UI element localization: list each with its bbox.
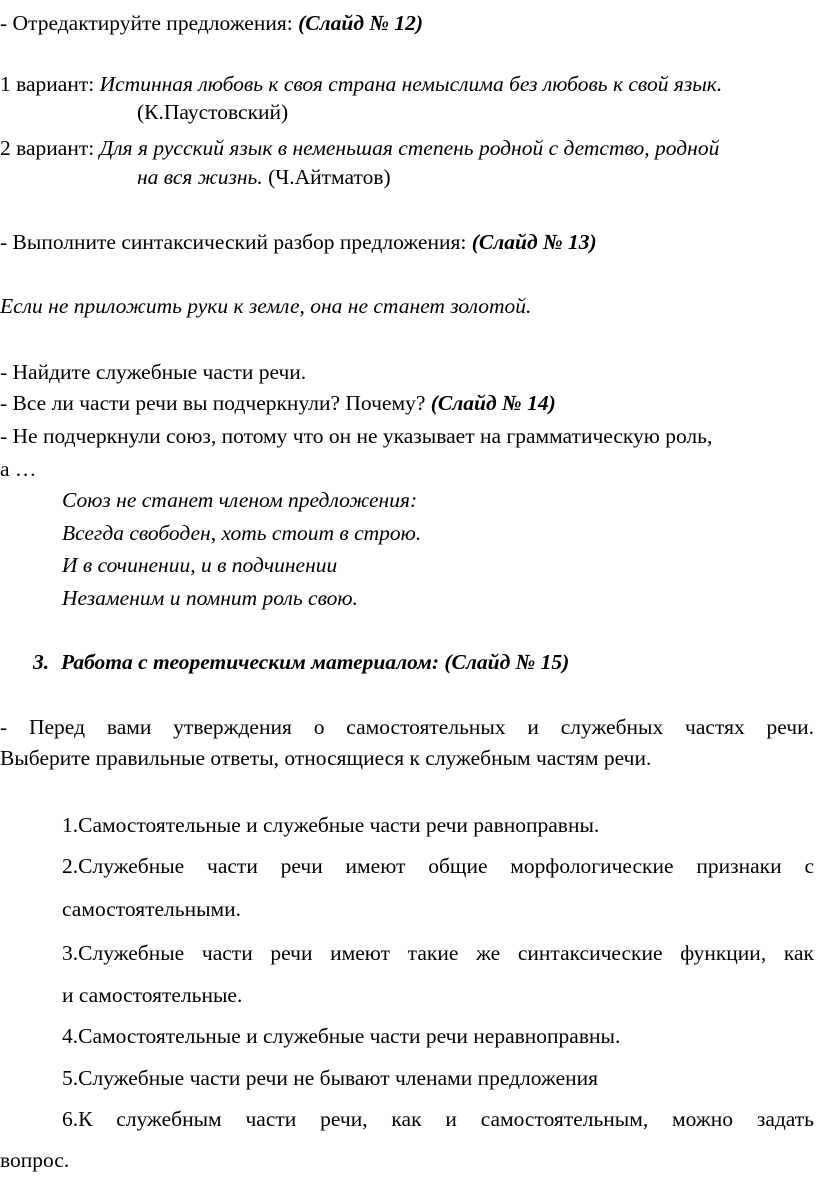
variant2-text: Для я русский язык в неменьшая степень родной с детство, родной xyxy=(99,136,720,160)
task2-slide-ref: (Слайд № 13) xyxy=(471,230,597,254)
section3-title: Работа с теоретическим материалом: (Слайд № 15) xyxy=(61,650,570,674)
statement-1: 1.Самостоятельные и служебные части речи равноправны. xyxy=(62,813,600,837)
variant2-author: (Ч.Айтматов) xyxy=(262,165,391,189)
task3-question: - Все ли части речи вы подчеркнули? Почему? xyxy=(0,391,431,415)
variant2-line xyxy=(0,135,719,161)
task1-slide-ref: (Слайд № 12) xyxy=(298,11,424,35)
statement-6-cont: вопрос. xyxy=(0,1148,70,1172)
variant2-label: 2 вариант: xyxy=(0,136,100,160)
poem-line: Незаменим и помнит роль свою. xyxy=(62,586,358,610)
statement-6: 6.К служебным части речи, как и самостоятельным, можно задать xyxy=(62,1107,814,1131)
statements-intro-line1: - Перед вами утверждения о самостоятельных и служебных частях речи. xyxy=(0,715,814,739)
statements-intro-line2: Выберите правильные ответы, относящиеся к служебным частям речи. xyxy=(0,746,652,770)
poem-line: И в сочинении, и в подчинении xyxy=(62,553,338,577)
statement-4: 4.Самостоятельные и служебные части речи неравноправны. xyxy=(62,1024,621,1048)
statement-2: 2.Служебные части речи имеют общие морфологические признаки с xyxy=(62,854,814,878)
task3-line4: а … xyxy=(0,457,37,481)
task1-heading xyxy=(0,10,423,36)
task3-line1: - Найдите служебные части речи. xyxy=(0,360,307,384)
statement-5: 5.Служебные части речи не бывают членами предложения xyxy=(62,1066,599,1090)
statement-2-cont: самостоятельными. xyxy=(62,897,242,921)
variant1-author: (К.Паустовский) xyxy=(137,100,289,124)
task2-heading xyxy=(0,229,597,255)
variant2-text-cont: на вся жизнь. xyxy=(137,165,263,189)
task1-intro: - Отредактируйте предложения: xyxy=(0,11,299,35)
task2-sentence: Если не приложить руки к земле, она не станет золотой. xyxy=(0,294,532,318)
variant2-continuation xyxy=(137,164,391,190)
variant1-label: 1 вариант: xyxy=(0,72,100,96)
section3-number: 3. xyxy=(33,650,50,674)
variant1-line xyxy=(0,71,722,97)
task2-intro: - Выполните синтаксический разбор предложения: xyxy=(0,230,472,254)
statement-3-cont: и самостоятельные. xyxy=(62,983,243,1007)
poem-line: Союз не станет членом предложения: xyxy=(62,488,418,512)
task3-line3: - Не подчеркнули союз, потому что он не указывает на грамматическую роль, xyxy=(0,424,713,448)
statement-3: 3.Служебные части речи имеют такие же синтаксические функции, как xyxy=(62,941,814,965)
task3-line2 xyxy=(0,390,556,416)
section3-heading xyxy=(33,649,569,675)
variant1-text: Истинная любовь к своя страна немыслима без любовь к свой язык. xyxy=(99,72,723,96)
poem-line: Всегда свободен, хоть стоит в строю. xyxy=(62,521,422,545)
task3-slide-ref: (Слайд № 14) xyxy=(430,391,556,415)
